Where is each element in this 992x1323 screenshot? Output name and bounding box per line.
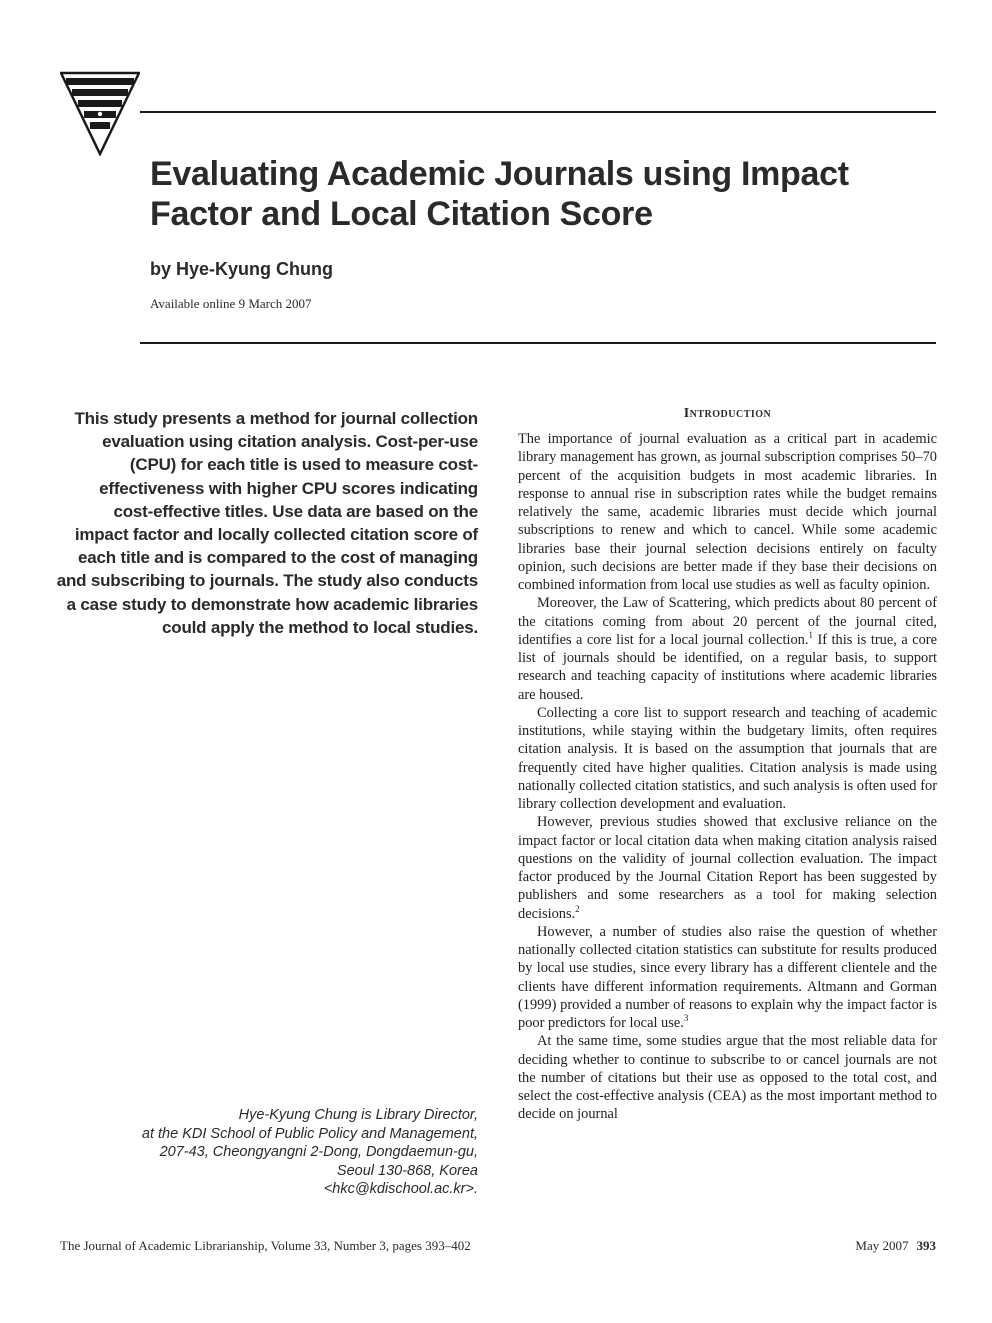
- issue-date: May 2007: [855, 1238, 909, 1253]
- paragraph: At the same time, some studies argue that the most reliable data for deciding whether to continue to subscribe to or cancel journals are not the number of citations but their use as opposed to the total cost, and select the cost-effective analysis (CEA) as the most important method to decide on journal: [518, 1033, 937, 1123]
- reference-marker[interactable]: 1: [808, 629, 813, 640]
- footer-right: [855, 1238, 936, 1254]
- affiliation-line: 207-43, Cheongyangni 2-Dong, Dongdaemun-gu,: [159, 1144, 478, 1160]
- header-rule: [140, 111, 936, 113]
- paragraph: [518, 594, 937, 704]
- article-title: Evaluating Academic Journals using Impact Factor and Local Citation Score: [150, 155, 849, 233]
- abstract: This study presents a method for journal collection evaluation using citation analysis. Cost-per-use (CPU) for each title is used to measure cost-effectiveness with higher CPU scores indicating cost-effective titles. Use data are based on the impact factor and locally collected citation score of each title and is compared to the cost of managing and subscribing to journals. The study also conducts a case study to demonstrate how academic libraries could apply the method to local studies.: [56, 409, 478, 637]
- affiliation-line: at the KDI School of Public Policy and Management,: [141, 1125, 478, 1142]
- reference-marker[interactable]: 3: [683, 1013, 689, 1023]
- author-email: <hkc@kdischool.ac.kr>.: [323, 1181, 478, 1197]
- page-number: 393: [916, 1238, 936, 1253]
- section-heading-introduction: Introduction: [683, 406, 772, 421]
- body-text-column: [518, 430, 937, 1124]
- paragraph: [518, 923, 937, 1033]
- paragraph-text: However, previous studies showed that exclusive reliance on the impact factor or local citation data when making citation analysis raised questions on the validity of journal collection evaluation. The impact factor produced by the Journal Citation Report has been suggested by publishers and some researchers as a tool for making selection decisions.: [518, 814, 937, 922]
- paragraph: Collecting a core list to support research and teaching of academic institutions, while staying within the budgetary limits, often requires citation analysis. It is based on the assumption that journals that are frequently cited have higher qualities. Citation analysis is made using nationally collected citation statistics, and such analysis is often used for library collection development and evaluation.: [518, 704, 937, 812]
- journal-logo-icon: [60, 70, 140, 156]
- author-affiliation: [90, 1106, 478, 1199]
- section-rule: [140, 342, 936, 344]
- paragraph-text: If this is true, a core list of journals should be identified, on a regular basis, to support research and teaching capacity of institutions where academic libraries are housed.: [518, 631, 937, 703]
- paragraph-text: Moreover, the Law of Scattering, which predicts about 80 percent of the citations coming from about 20 percent of the journal cited, identifies a core list for a local journal collection.: [518, 595, 937, 648]
- reference-marker[interactable]: 2: [575, 903, 580, 914]
- author-byline: by Hye-Kyung Chung: [150, 259, 333, 279]
- affiliation-line: Hye-Kyung Chung is Library Director,: [238, 1107, 478, 1123]
- page-footer: [60, 1238, 936, 1254]
- paragraph-text: However, a number of studies also raise the question of whether nationally collected citation statistics can substitute for results produced by local use studies, since every library has a different clientele and the clients have different information requirements. Altmann and Gorman (1999) provided a number of reasons to explain why the impact factor is poor predictors for local use.: [518, 923, 937, 1031]
- journal-citation: The Journal of Academic Librarianship, Volume 33, Number 3, pages 393–402: [60, 1238, 471, 1253]
- paragraph: The importance of journal evaluation as a critical part in academic library management has grown, as journal subscription comprises 50–70 percent of the acquisition budgets in most academic libraries. In response to annual rise in subscription rates while the budget remains relatively the same, academic libraries must decide which journal subscriptions to renew and which to cancel. While some academic libraries base their journal selection decisions entirely on faculty opinion, such decisions are better made if they base their decisions on combined information from local use studies as well as faculty opinion.: [518, 431, 937, 593]
- affiliation-line: Seoul 130-868, Korea: [336, 1162, 478, 1179]
- available-online-date: Available online 9 March 2007: [150, 296, 312, 311]
- paragraph: [518, 813, 937, 923]
